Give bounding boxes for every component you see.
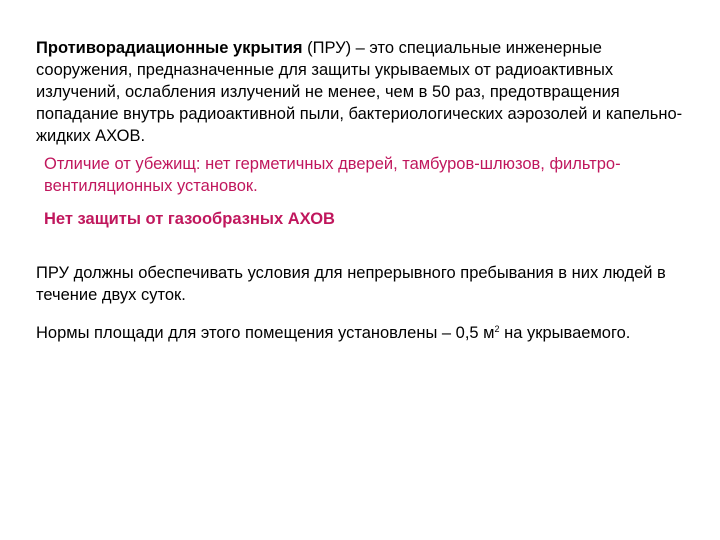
definition-text: (ПРУ) – это специальные инженерные сооружения, предназначенные для защиты укрываемых от радиоактивных излучений, ослабления излучений не менее, чем в 50 раз, предотвращения попадание внутрь радиоактивной пыли, бактериологических аэрозолей и капельно-жидких АХОВ.	[36, 39, 683, 145]
difference-note: Отличие от убежищ: нет герметичных дверей, тамбуров-шлюзов, фильтро-вентиляционных установок.	[44, 155, 621, 195]
requirement-paragraph: ПРУ должны обеспечивать условия для непрерывного пребывания в них людей в течение двух суток.	[36, 264, 666, 304]
norms-suffix: на укрываемого.	[499, 324, 631, 342]
no-protection-note: Нет защиты от газообразных АХОВ	[44, 210, 335, 228]
norms-text: Нормы площади для этого помещения установлены – 0,5 м	[36, 324, 495, 342]
definition-paragraph	[36, 37, 686, 147]
definition-term: Противорадиационные укрытия	[36, 39, 303, 57]
norms-superscript: 2	[494, 324, 500, 334]
norms-paragraph	[36, 322, 706, 344]
